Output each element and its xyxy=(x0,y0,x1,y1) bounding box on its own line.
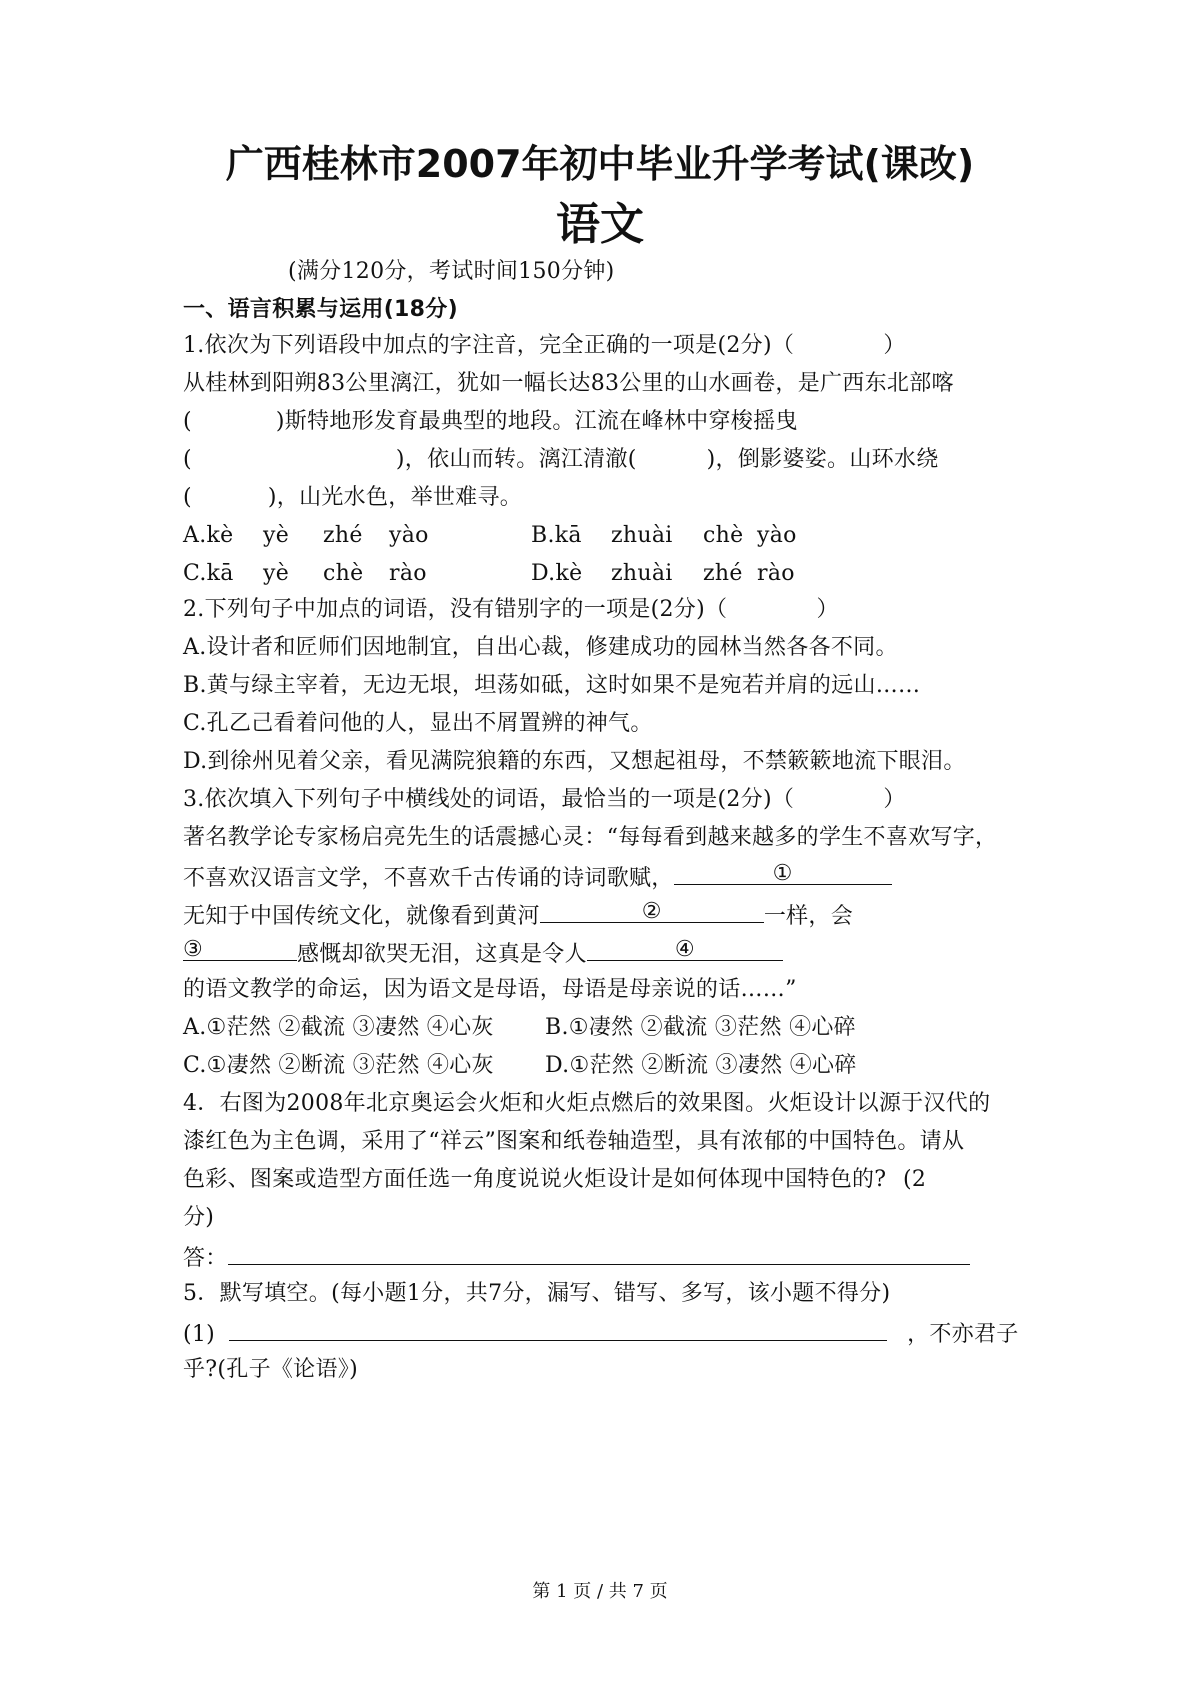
option-c: C.kā xyxy=(183,561,234,586)
option-b: B.kā xyxy=(531,523,582,548)
option-d: D.①茫然 ②断流 ③凄然 ④心碎 xyxy=(545,1053,857,1078)
option-b: B.①凄然 ②截流 ③茫然 ④心碎 xyxy=(545,1015,856,1040)
q1-stem: 1.依次为下列语段中加点的字注音，完全正确的一项是(2分)（ ） xyxy=(183,333,906,358)
blank-marker: ③ xyxy=(183,937,204,962)
passage-text: 感慨却欲哭无泪，这真是令人 xyxy=(297,942,587,967)
q3-stem: 3.依次填入下列句子中横线处的词语，最恰当的一项是(2分)（ ） xyxy=(183,787,906,812)
q5-item-line: 乎?(孔子《论语》) xyxy=(183,1357,358,1382)
q4-line: 漆红色为主色调，采用了“祥云”图案和纸卷轴造型，具有浓郁的中国特色。请从 xyxy=(183,1129,965,1154)
q1-options-row: A.kè yè zhé yào B.kā zhuài chè yào xyxy=(183,523,797,548)
passage-text: )，倒影婆娑。山环水绕 xyxy=(706,447,939,472)
q1-passage-line xyxy=(183,408,798,436)
q1-passage-line: 从桂林到阳朔83公里漓江，犹如一幅长达83公里的山水画卷，是广西东北部喀 xyxy=(183,371,954,396)
passage-text: )斯特地形发育最典型的地段。江流在峰林中穿梭摇曳 xyxy=(275,409,798,434)
q2-option-c: C.孔乙己看着问他的人，显出不屑置辨的神气。 xyxy=(183,711,653,736)
q4-line: 分) xyxy=(183,1205,215,1230)
q4-line: 4．右图为2008年北京奥运会火炬和火炬点燃后的效果图。火炬设计以源于汉代的 xyxy=(183,1091,991,1116)
passage-text: 一样，会 xyxy=(763,904,854,929)
answer-blank[interactable] xyxy=(587,938,783,961)
q5-item xyxy=(183,1318,1019,1349)
passage-text: 无知于中国传统文化，就像看到黄河 xyxy=(183,904,540,929)
q2-stem: 2.下列句子中加点的词语，没有错别字的一项是(2分)（ ） xyxy=(183,597,839,622)
blank-marker: ④ xyxy=(674,937,695,962)
item-number: (1) xyxy=(183,1322,216,1347)
q3-options-row xyxy=(183,1014,856,1042)
passage-text: 不喜欢汉语言文学，不喜欢千古传诵的诗词歌赋， xyxy=(183,866,674,891)
section-heading: 一、语言积累与运用(18分) xyxy=(183,297,458,322)
q4-answer-line xyxy=(183,1242,970,1273)
q3-passage-line xyxy=(183,938,783,969)
passage-text: )，山光水色，举世难寻。 xyxy=(267,485,523,510)
q1-options-row: C.kā yè chè rào D.kè zhuài zhé rào xyxy=(183,561,795,586)
q2-option-a: A.设计者和匠师们因地制宜，自出心裁，修建成功的园林当然各各不同。 xyxy=(183,635,898,660)
score-note: (2 xyxy=(903,1167,927,1192)
q3-passage-line xyxy=(183,900,853,931)
q3-passage-line: 著名教学论专家杨启亮先生的话震撼心灵：“每每看到越来越多的学生不喜欢写字， xyxy=(183,825,998,850)
passage-text: )，依山而转。漓江清澈( xyxy=(395,447,637,472)
page-footer: 第 1 页 / 共 7 页 xyxy=(532,1581,668,1602)
passage-text: ，不亦君子 xyxy=(907,1322,1019,1347)
answer-line[interactable] xyxy=(229,1318,887,1341)
q4-line xyxy=(183,1166,927,1194)
q2-option-d: D.到徐州见着父亲，看见满院狼籍的东西，又想起祖母，不禁簌簌地流下眼泪。 xyxy=(183,749,966,774)
option-d: D.kè xyxy=(531,561,583,586)
blank-marker: ② xyxy=(641,899,662,924)
answer-blank[interactable] xyxy=(674,862,892,885)
q3-passage-line: 的语文教学的命运，因为语文是母语，母语是母亲说的话……” xyxy=(183,977,797,1002)
passage-text: 色彩、图案或造型方面任选一角度说说火炬设计是如何体现中国特色的? xyxy=(183,1167,887,1192)
answer-line[interactable] xyxy=(228,1242,970,1265)
blank-open: ( xyxy=(183,447,192,472)
q1-passage-line xyxy=(183,446,939,474)
answer-blank[interactable] xyxy=(183,938,297,961)
q1-passage-line xyxy=(183,484,522,512)
q5-stem: 5．默写填空。(每小题1分，共7分，漏写、错写、多写，该小题不得分) xyxy=(183,1281,891,1306)
subject-title: 语文 xyxy=(556,199,644,250)
blank-marker: ① xyxy=(772,861,793,886)
option-a: A.①茫然 ②截流 ③凄然 ④心灰 xyxy=(183,1015,494,1040)
q3-passage-line xyxy=(183,862,892,893)
exam-title: 广西桂林市2007年初中毕业升学考试(课改) xyxy=(225,142,975,186)
q2-option-b: B.黄与绿主宰着，无边无垠，坦荡如砥，这时如果不是宛若并肩的远山…… xyxy=(183,673,921,698)
answer-blank[interactable] xyxy=(540,900,764,923)
option-c: C.①凄然 ②断流 ③茫然 ④心灰 xyxy=(183,1053,494,1078)
blank-open: ( xyxy=(183,409,192,434)
answer-label: 答： xyxy=(183,1246,228,1271)
option-a: A.kè xyxy=(183,523,234,548)
blank-open: ( xyxy=(183,485,192,510)
exam-meta: (满分120分，考试时间150分钟) xyxy=(288,259,615,284)
q3-options-row xyxy=(183,1052,857,1080)
